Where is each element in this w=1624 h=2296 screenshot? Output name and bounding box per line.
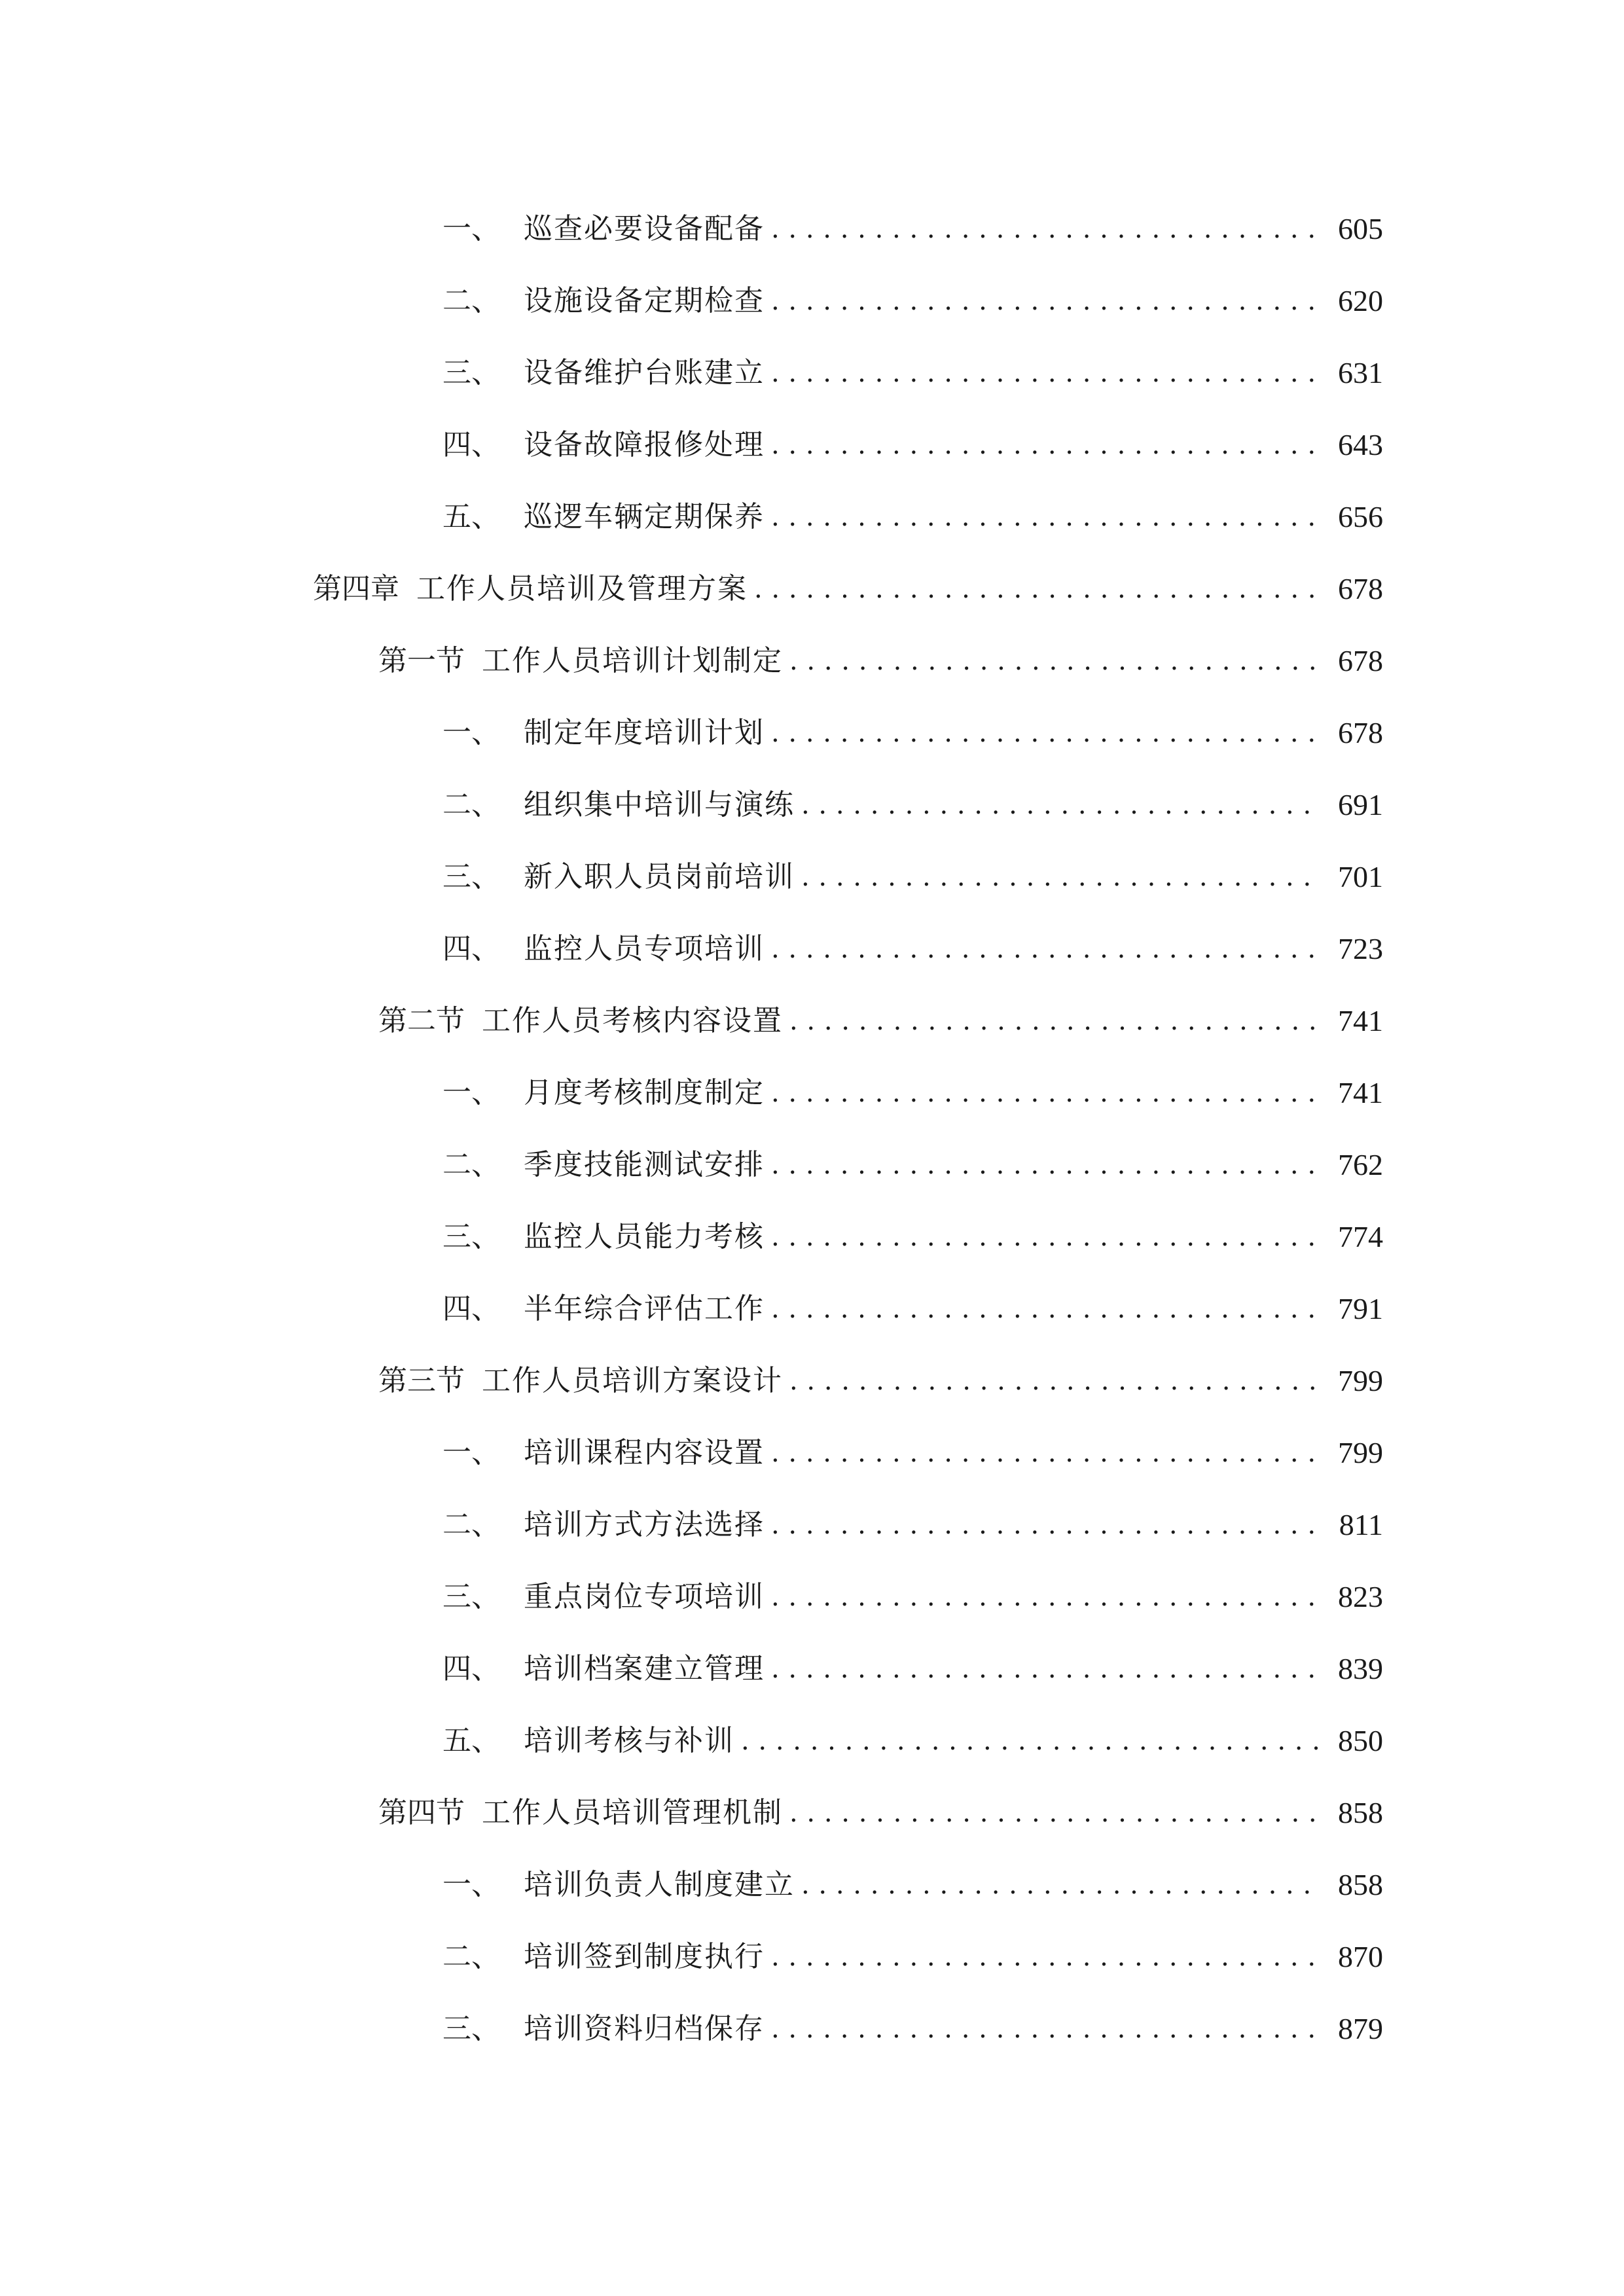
dot-leader bbox=[771, 1931, 1322, 1983]
toc-entry-number: 二、 bbox=[442, 1148, 500, 1181]
toc-entry-number: 四、 bbox=[442, 428, 500, 461]
toc-entry-number: 一、 bbox=[442, 716, 500, 749]
toc-entry-title: 监控人员专项培训 bbox=[524, 932, 765, 965]
toc-entry-title: 设备维护台账建立 bbox=[524, 356, 765, 389]
dot-leader bbox=[771, 275, 1322, 327]
toc-entry[interactable] bbox=[442, 1499, 1383, 1551]
toc-entry-title: 设施设备定期检查 bbox=[524, 284, 765, 317]
dot-leader bbox=[771, 1211, 1322, 1263]
toc-entry-number: 第三节 bbox=[378, 1364, 465, 1397]
toc-entry-page: 823 bbox=[1338, 1580, 1383, 1613]
toc-entry-title: 培训档案建立管理 bbox=[524, 1652, 765, 1685]
toc-entry-title: 巡逻车辆定期保养 bbox=[524, 500, 765, 533]
toc-entry-title: 培训签到制度执行 bbox=[524, 1940, 765, 1973]
toc-entry-number: 一、 bbox=[442, 212, 500, 245]
dot-leader bbox=[771, 2003, 1322, 2055]
toc-entry-page: 678 bbox=[1338, 572, 1383, 605]
dot-leader bbox=[771, 1067, 1322, 1119]
toc-entry[interactable] bbox=[442, 779, 1383, 831]
toc-entry-title: 工作人员培训计划制定 bbox=[482, 644, 783, 677]
toc-entry-title: 半年综合评估工作 bbox=[524, 1292, 765, 1325]
toc-entry-title: 工作人员培训管理机制 bbox=[482, 1796, 783, 1829]
dot-leader bbox=[801, 1859, 1322, 1911]
toc-entry-page: 741 bbox=[1338, 1004, 1383, 1037]
toc-entry[interactable] bbox=[442, 923, 1383, 975]
toc-entry[interactable] bbox=[442, 2003, 1383, 2055]
toc-entry[interactable] bbox=[442, 347, 1383, 399]
toc-entry-title: 月度考核制度制定 bbox=[524, 1076, 765, 1109]
toc-entry-page: 656 bbox=[1338, 500, 1383, 533]
dot-leader bbox=[789, 995, 1322, 1047]
toc-section-entry[interactable] bbox=[378, 1355, 1383, 1407]
toc-entry-title: 季度技能测试安排 bbox=[524, 1148, 765, 1181]
dot-leader bbox=[771, 1643, 1322, 1695]
toc-entry-page: 620 bbox=[1338, 284, 1383, 317]
toc-entry-title: 组织集中培训与演练 bbox=[524, 788, 795, 821]
toc-entry-number: 二、 bbox=[442, 788, 500, 821]
dot-leader bbox=[754, 563, 1322, 615]
toc-entry-number: 第一节 bbox=[378, 644, 465, 677]
toc-entry-title: 工作人员培训方案设计 bbox=[482, 1364, 783, 1397]
toc-entry-page: 850 bbox=[1338, 1724, 1383, 1757]
toc-entry-page: 643 bbox=[1338, 428, 1383, 461]
toc-entry-title: 监控人员能力考核 bbox=[524, 1220, 765, 1253]
dot-leader bbox=[771, 1499, 1322, 1551]
toc-entry-number: 三、 bbox=[442, 356, 500, 389]
toc-entry-number: 三、 bbox=[442, 1220, 500, 1253]
toc-entry-number: 五、 bbox=[442, 1724, 500, 1757]
toc-entry-number: 四、 bbox=[442, 932, 500, 965]
toc-entry-page: 839 bbox=[1338, 1652, 1383, 1685]
toc-entry-page: 791 bbox=[1338, 1292, 1383, 1325]
toc-entry-number: 二、 bbox=[442, 1508, 500, 1541]
toc-entry-page: 811 bbox=[1339, 1508, 1383, 1541]
toc-entry-title: 培训考核与补训 bbox=[524, 1724, 734, 1757]
toc-entry-number: 三、 bbox=[442, 2012, 500, 2045]
toc-entry-title: 工作人员考核内容设置 bbox=[482, 1004, 783, 1037]
dot-leader bbox=[789, 635, 1322, 687]
toc-entry[interactable] bbox=[442, 1139, 1383, 1191]
toc-entry-title: 工作人员培训及管理方案 bbox=[416, 572, 748, 605]
toc-entry-page: 605 bbox=[1338, 212, 1383, 245]
toc-entry-title: 设备故障报修处理 bbox=[524, 428, 765, 461]
toc-entry-page: 879 bbox=[1338, 2012, 1383, 2045]
toc-entry-title: 制定年度培训计划 bbox=[524, 716, 765, 749]
toc-entry-page: 799 bbox=[1338, 1364, 1383, 1397]
toc-entry-number: 一、 bbox=[442, 1436, 500, 1469]
toc-entry-page: 723 bbox=[1338, 932, 1383, 965]
dot-leader bbox=[771, 1139, 1322, 1191]
toc-entry-title: 新入职人员岗前培训 bbox=[524, 860, 795, 893]
dot-leader bbox=[771, 707, 1322, 759]
toc-entry-number: 四、 bbox=[442, 1652, 500, 1685]
toc-entry-page: 799 bbox=[1338, 1436, 1383, 1469]
toc-entry[interactable] bbox=[442, 1859, 1383, 1911]
toc-entry-title: 巡查必要设备配备 bbox=[524, 212, 765, 245]
toc-entry-page: 678 bbox=[1338, 644, 1383, 677]
dot-leader bbox=[801, 779, 1322, 831]
dot-leader bbox=[771, 923, 1322, 975]
dot-leader bbox=[789, 1787, 1322, 1839]
toc-entry-number: 二、 bbox=[442, 284, 500, 317]
toc-entry-title: 培训方式方法选择 bbox=[524, 1508, 765, 1541]
toc-entry[interactable] bbox=[442, 1211, 1383, 1263]
dot-leader bbox=[741, 1715, 1322, 1767]
dot-leader bbox=[771, 1427, 1322, 1479]
toc-entry-title: 培训负责人制度建立 bbox=[524, 1868, 795, 1901]
toc-entry-number: 第四节 bbox=[378, 1796, 465, 1829]
dot-leader bbox=[771, 491, 1322, 543]
toc-entry-number: 二、 bbox=[442, 1940, 500, 1973]
toc-entry[interactable] bbox=[442, 419, 1383, 471]
dot-leader bbox=[801, 851, 1322, 903]
toc-entry-page: 741 bbox=[1338, 1076, 1383, 1109]
toc-entry-number: 第四章 bbox=[313, 572, 399, 605]
toc-entry-page: 870 bbox=[1338, 1940, 1383, 1973]
toc-entry-page: 858 bbox=[1338, 1796, 1383, 1829]
toc-entry-page: 762 bbox=[1338, 1148, 1383, 1181]
toc-chapter-entry[interactable] bbox=[313, 563, 1383, 615]
toc-entry[interactable] bbox=[442, 275, 1383, 327]
toc-entry-page: 678 bbox=[1338, 716, 1383, 749]
dot-leader bbox=[789, 1355, 1322, 1407]
toc-entry[interactable] bbox=[442, 1715, 1383, 1767]
toc-section-entry[interactable] bbox=[378, 995, 1383, 1047]
dot-leader bbox=[771, 1571, 1322, 1623]
toc-section-entry[interactable] bbox=[378, 635, 1383, 687]
toc-entry-title: 重点岗位专项培训 bbox=[524, 1580, 765, 1613]
toc-entry[interactable] bbox=[442, 1931, 1383, 1983]
toc-entry[interactable] bbox=[442, 491, 1383, 543]
toc-entry[interactable] bbox=[442, 1283, 1383, 1335]
dot-leader bbox=[771, 347, 1322, 399]
toc-entry-page: 701 bbox=[1338, 860, 1383, 893]
toc-section-entry[interactable] bbox=[378, 1787, 1383, 1839]
toc-entry-page: 858 bbox=[1338, 1868, 1383, 1901]
dot-leader bbox=[771, 1283, 1322, 1335]
toc-entry-number: 一、 bbox=[442, 1868, 500, 1901]
toc-entry-number: 第二节 bbox=[378, 1004, 465, 1037]
toc-entry[interactable] bbox=[442, 1571, 1383, 1623]
toc-entry-number: 五、 bbox=[442, 500, 500, 533]
toc-entry-number: 一、 bbox=[442, 1076, 500, 1109]
toc-entry-page: 774 bbox=[1338, 1220, 1383, 1253]
toc-entry[interactable] bbox=[442, 1067, 1383, 1119]
toc-entry-title: 培训课程内容设置 bbox=[524, 1436, 765, 1469]
toc-entry-title: 培训资料归档保存 bbox=[524, 2012, 765, 2045]
toc-entry-number: 四、 bbox=[442, 1292, 500, 1325]
toc-entry[interactable] bbox=[442, 851, 1383, 903]
toc-entry[interactable] bbox=[442, 1643, 1383, 1695]
toc-entry-number: 三、 bbox=[442, 1580, 500, 1613]
toc-entry[interactable] bbox=[442, 203, 1383, 255]
toc-entry-page: 691 bbox=[1338, 788, 1383, 821]
dot-leader bbox=[771, 203, 1322, 255]
toc-entry-number: 三、 bbox=[442, 860, 500, 893]
dot-leader bbox=[771, 419, 1322, 471]
toc-entry-page: 631 bbox=[1338, 356, 1383, 389]
toc-entry[interactable] bbox=[442, 707, 1383, 759]
toc-entry[interactable] bbox=[442, 1427, 1383, 1479]
